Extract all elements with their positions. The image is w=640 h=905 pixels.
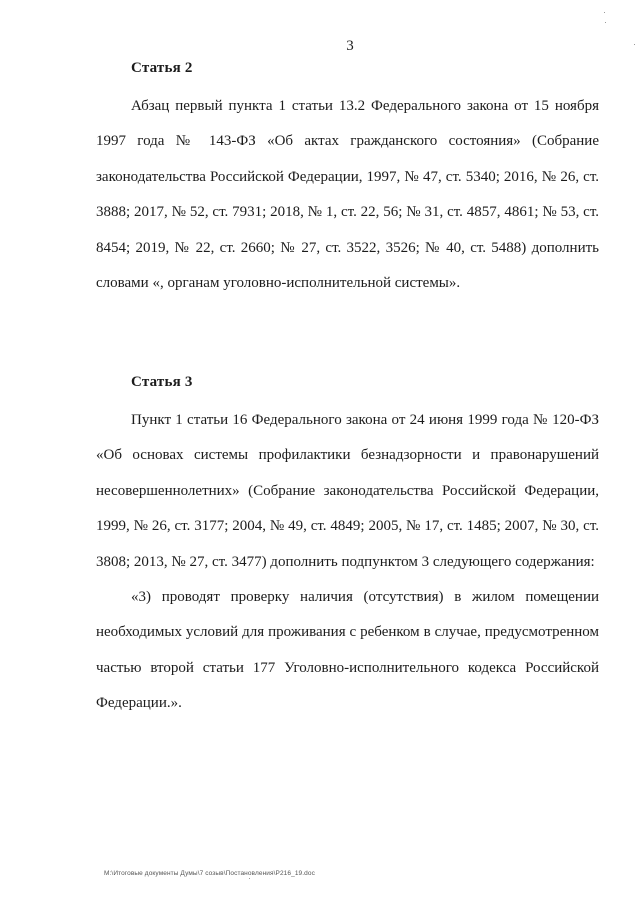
scan-speck (249, 878, 250, 879)
scan-speck (604, 12, 605, 13)
article-3-quoted-subparagraph: «3) проводят проверку наличия (отсутствия) в жилом помещении необходимых условий для проживания с ребенком в случае, предусмотренном частью второй статьи 177 Уголовно-исполнительного кодекса Российской Федерации.». (96, 589, 599, 712)
page-number: 3 (346, 38, 354, 54)
article-2-paragraph: Абзац первый пункта 1 статьи 13.2 Федерального закона от 15 ноября 1997 года № 143-ФЗ «Об актах гражданского состояния» (Собрание законодательства Российской Федерации, 1997, № 47, ст. 5340; 2016, № 26, ст. 3888; 2017, № 52, ст. 7931; 2018, № 1, ст. 22, 56; № 31, ст. 4857, 4861; № 53, ст. 8454; 2019, № 22, ст. 2660; № 27, ст. 3522, 3526; № 40, ст. 5488) дополнить словами «, органам уголовно-исполнительной системы». (96, 98, 599, 292)
article-3-paragraph: Пункт 1 статьи 16 Федерального закона от 24 июня 1999 года № 120-ФЗ «Об основах системы профилактики безнадзорности и правонарушений несовершеннолетних» (Собрание законодательства Российской Федерации, 1999, № 26, ст. 3177; 2004, № 49, ст. 4849; 2005, № 17, ст. 1485; 2007, № 30, ст. 3808; 2013, № 27, ст. 3477) дополнить подпунктом 3 следующего содержания: (96, 412, 599, 570)
article-3-heading: Статья 3 (131, 374, 193, 390)
scan-speck (634, 44, 635, 45)
scan-speck (605, 22, 606, 23)
article-2-body (96, 89, 599, 301)
article-2-heading: Статья 2 (131, 60, 193, 76)
article-3-body (96, 403, 599, 722)
document-file-path: M:\Итоговые документы Думы\7 созыв\Постановления\P216_19.doc (104, 870, 315, 877)
